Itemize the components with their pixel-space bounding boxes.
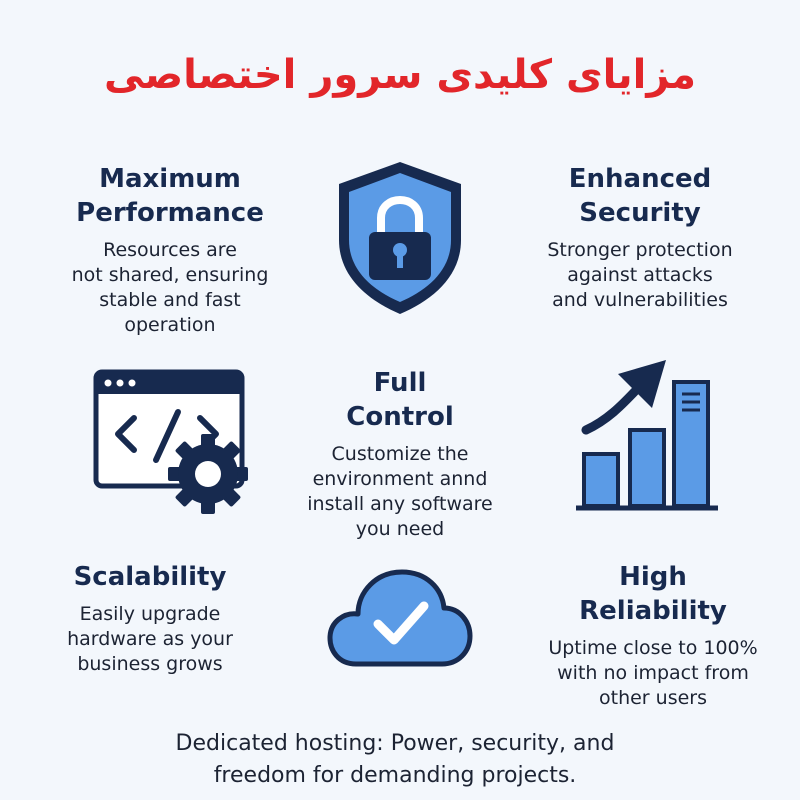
shield-lock-icon xyxy=(333,158,467,318)
feature-performance-heading: Maximum Performance xyxy=(76,164,264,228)
feature-reliability-heading: High Reliability xyxy=(579,562,727,626)
feature-performance-description: Resources are not shared, ensuring stable and fast operation xyxy=(71,239,269,336)
growth-chart-icon xyxy=(572,356,722,514)
feature-control-description: Customize the environment annd install any software you need xyxy=(307,443,493,540)
feature-reliability-description: Uptime close to 100% with no impact from other users xyxy=(548,637,758,709)
cloud-check-icon xyxy=(326,566,474,670)
page-title: مزایای کلیدی سرور اختصاصی xyxy=(103,52,697,98)
footer-tagline: Dedicated hosting: Power, security, and freedom for demanding projects. xyxy=(175,731,615,788)
feature-security-description: Stronger protection against attacks and vulnerabilities xyxy=(547,239,733,311)
feature-control xyxy=(280,366,520,542)
feature-security xyxy=(510,162,770,313)
code-window-gear-icon xyxy=(92,368,252,514)
feature-scalability-description: Easily upgrade hardware as your business grows xyxy=(67,603,233,675)
feature-scalability-heading: Scalability xyxy=(73,562,227,592)
feature-reliability xyxy=(518,560,788,711)
feature-performance xyxy=(40,162,300,338)
feature-control-heading: Full Control xyxy=(346,368,454,432)
feature-security-heading: Enhanced Security xyxy=(568,164,712,228)
feature-scalability xyxy=(30,560,270,677)
